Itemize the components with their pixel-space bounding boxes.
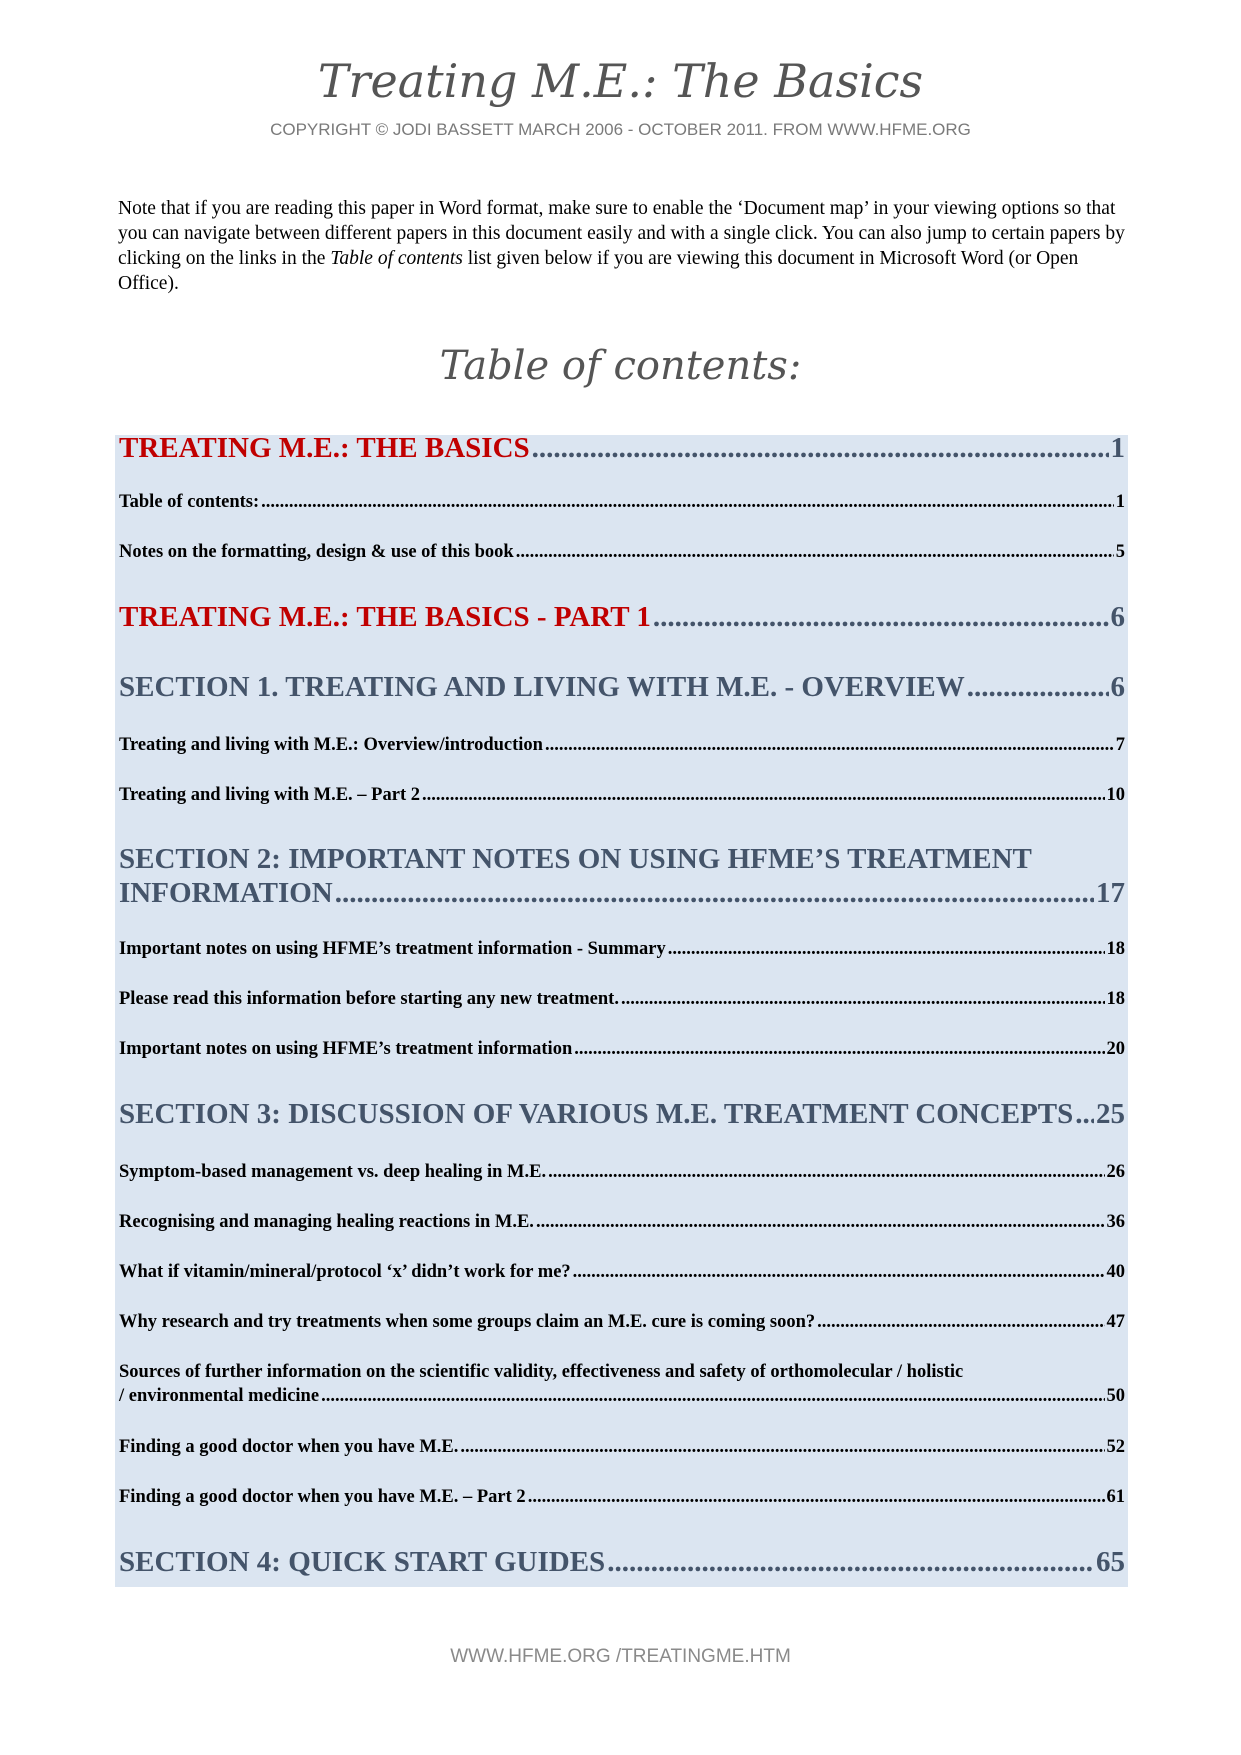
toc-entry-label: Finding a good doctor when you have M.E. xyxy=(119,1437,459,1457)
toc-heading: Table of contents: xyxy=(439,343,802,389)
toc-entry-page: 52 xyxy=(1106,1437,1125,1457)
toc-entry-label: Symptom-based management vs. deep healing in M.E. xyxy=(119,1162,547,1182)
toc-entry-living-part-2[interactable] xyxy=(119,783,1125,807)
toc-entry-label: Table of contents: xyxy=(119,492,260,512)
toc-entry-page: 10 xyxy=(1106,785,1125,805)
toc-entry-page: 6 xyxy=(1110,671,1125,703)
toc-entry-page: 50 xyxy=(1106,1386,1125,1406)
toc-entry-section-1[interactable] xyxy=(119,670,1125,704)
toc-entry-label: Recognising and managing healing reactions in M.E. xyxy=(119,1212,534,1232)
toc-entry-treating-basics[interactable] xyxy=(119,431,1125,465)
toc-entry-page: 36 xyxy=(1106,1212,1125,1232)
toc-entry-label-continued: INFORMATION xyxy=(119,877,333,909)
toc-entry-label: Why research and try treatments when some groups claim an M.E. cure is coming soon? xyxy=(119,1312,816,1332)
toc-entry-label: SECTION 4: QUICK START GUIDES xyxy=(119,1546,606,1578)
toc-entry-page: 1 xyxy=(1115,492,1125,512)
toc-entry-page: 26 xyxy=(1106,1162,1125,1182)
toc-entry-page: 65 xyxy=(1096,1546,1125,1578)
toc-entry-vitamin-x[interactable] xyxy=(119,1260,1125,1284)
toc-entry-page: 6 xyxy=(1110,601,1125,633)
toc-entry-page: 17 xyxy=(1096,877,1125,909)
toc-entry-label: Important notes on using HFME’s treatment information - Summary xyxy=(119,939,666,959)
toc-entry-label: Sources of further information on the scientific validity, effectiveness and safety of orthomolecular / holistic xyxy=(119,1362,964,1382)
toc-entry-healing-reactions[interactable] xyxy=(119,1210,1125,1234)
intro-text-1: Note that if you are reading this paper in Word format, make sure to enable the ‘Document map’ in your viewing options so that you can navigate between different papers in this document easily and with a single click. You can also jump to certain papers by clicking on the links in the xyxy=(118,198,1125,269)
intro-text-2: list given below if you are viewing this document in Microsoft Word (or Open Office). xyxy=(118,248,1079,294)
toc-entry-page: 18 xyxy=(1106,939,1125,959)
toc-entry-page: 18 xyxy=(1106,989,1125,1009)
toc-entry-further-sources[interactable] xyxy=(119,1360,1125,1408)
toc-entry-label: Treating and living with M.E. – Part 2 xyxy=(119,785,420,805)
toc-entry-overview-intro[interactable] xyxy=(119,733,1125,757)
toc-entry-symptom-based[interactable] xyxy=(119,1160,1125,1184)
toc-entry-label: Important notes on using HFME’s treatment information xyxy=(119,1039,573,1059)
toc-entry-page: 25 xyxy=(1096,1098,1125,1130)
toc-entry-label: Please read this information before starting any new treatment. xyxy=(119,989,619,1009)
toc-entry-important-notes[interactable] xyxy=(119,1037,1125,1061)
intro-italic-toc: Table of contents xyxy=(330,248,463,269)
intro-paragraph xyxy=(118,196,1128,296)
toc-entry-good-doctor-part-2[interactable] xyxy=(119,1485,1125,1509)
document-title: Treating M.E.: The Basics xyxy=(317,54,924,108)
toc-entry-section-4[interactable] xyxy=(119,1545,1125,1579)
toc-entry-label: Notes on the formatting, design & use of this book xyxy=(119,542,514,562)
toc-entry-page: 7 xyxy=(1115,735,1125,755)
toc-entry-label: SECTION 2: IMPORTANT NOTES ON USING HFME’S TREATMENT xyxy=(119,843,1032,875)
toc-entry-label-continued: / environmental medicine xyxy=(119,1386,320,1406)
toc-entry-please-read[interactable] xyxy=(119,987,1125,1011)
toc-entry-label: SECTION 1. TREATING AND LIVING WITH M.E. - OVERVIEW xyxy=(119,671,965,703)
toc-entry-section-3[interactable] xyxy=(119,1097,1125,1131)
toc-entry-notes-summary[interactable] xyxy=(119,937,1125,961)
toc-entry-table-of-contents[interactable] xyxy=(119,490,1125,514)
toc-entry-label: TREATING M.E.: THE BASICS xyxy=(119,432,530,464)
toc-entry-label: TREATING M.E.: THE BASICS - PART 1 xyxy=(119,601,651,633)
toc-entry-label: What if vitamin/mineral/protocol ‘x’ didn’t work for me? xyxy=(119,1262,571,1282)
toc-entry-notes-formatting[interactable] xyxy=(119,540,1125,564)
toc-entry-label: SECTION 3: DISCUSSION OF VARIOUS M.E. TREATMENT CONCEPTS xyxy=(119,1098,1074,1130)
toc-entry-label: Treating and living with M.E.: Overview/introduction xyxy=(119,735,543,755)
footer-url: WWW.HFME.ORG /TREATINGME.HTM xyxy=(450,1646,791,1667)
toc-entry-cure-soon[interactable] xyxy=(119,1310,1125,1334)
toc-entry-page: 5 xyxy=(1115,542,1125,562)
toc-entry-page: 40 xyxy=(1106,1262,1125,1282)
toc-entry-section-2[interactable] xyxy=(119,842,1125,910)
toc-entry-page: 47 xyxy=(1106,1312,1125,1332)
toc-entry-page: 20 xyxy=(1106,1039,1125,1059)
toc-entry-page: 61 xyxy=(1106,1487,1125,1507)
toc-entry-good-doctor[interactable] xyxy=(119,1435,1125,1459)
toc-entry-label: Finding a good doctor when you have M.E. – Part 2 xyxy=(119,1487,526,1507)
copyright-line: COPYRIGHT © JODI BASSETT MARCH 2006 - OCTOBER 2011. FROM WWW.HFME.ORG xyxy=(270,120,971,139)
toc-entry-page: 1 xyxy=(1110,432,1125,464)
toc-entry-basics-part-1[interactable] xyxy=(119,600,1125,634)
